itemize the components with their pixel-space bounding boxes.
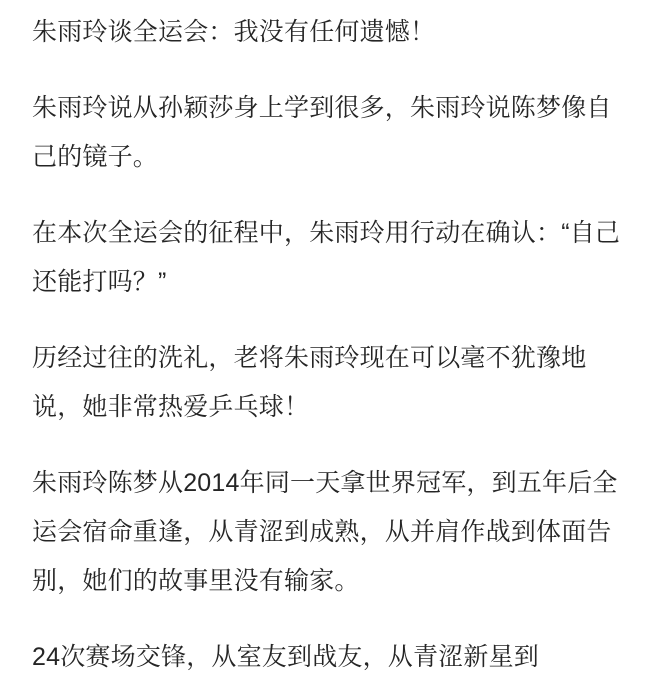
paragraph-2: 在本次全运会的征程中，朱雨玲用行动在确认：“自己还能打吗？” — [32, 219, 621, 296]
paragraph-5: 24次赛场交锋，从室友到战友，从青涩新星到 — [32, 643, 540, 671]
paragraph-4: 朱雨玲陈梦从2014年同一天拿世界冠军，到五年后全运会宿命重逢，从青涩到成熟，从并肩作战到体面告别，她们的故事里没有输家。 — [32, 469, 618, 595]
paragraph-title: 朱雨玲谈全运会：我没有任何遗憾！ — [32, 18, 436, 46]
paragraph-3: 历经过往的洗礼，老将朱雨玲现在可以毫不犹豫地说，她非常热爱乒乓球！ — [32, 344, 587, 421]
paragraph-1: 朱雨玲说从孙颖莎身上学到很多，朱雨玲说陈梦像自己的镜子。 — [32, 94, 612, 171]
